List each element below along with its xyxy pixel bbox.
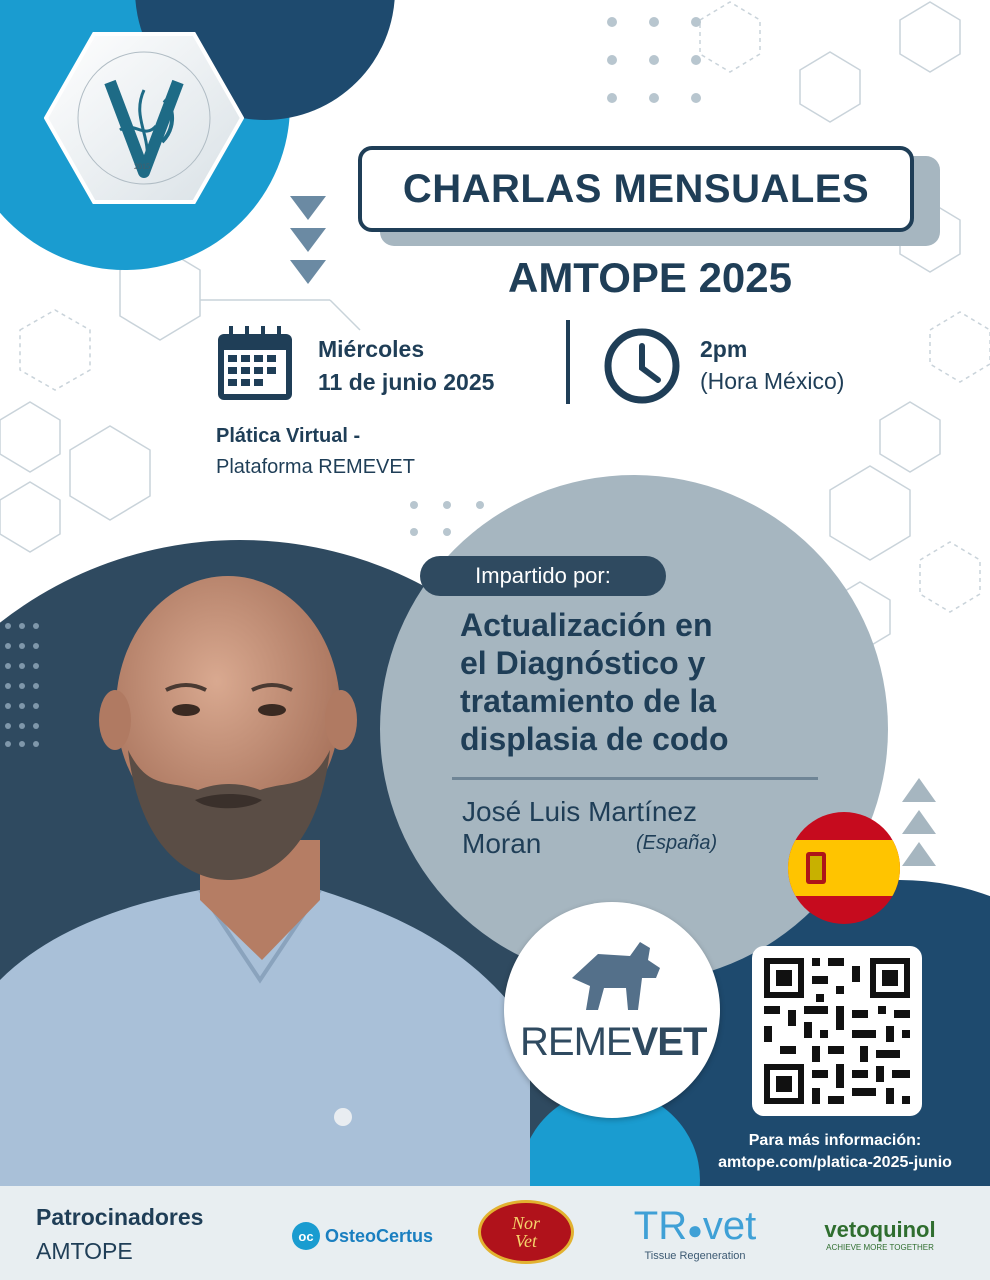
- more-info-label: Para más información:: [748, 1132, 922, 1149]
- presented-by-pill: Impartido por:: [420, 556, 666, 596]
- vetoquinol-sub: ACHIEVE MORE TOGETHER: [826, 1242, 934, 1252]
- remevet-vet: VET: [631, 1020, 707, 1064]
- osteocertus-icon: [291, 1221, 321, 1251]
- norvet-top: Nor: [511, 1213, 540, 1233]
- osteocertus-text: OsteoCertus: [324, 1225, 434, 1246]
- speaker-name-line-2: Moran: [462, 828, 542, 859]
- remevet-wordmark: [520, 1020, 706, 1065]
- sponsor-vetoquinol[interactable]: [810, 1206, 950, 1262]
- clock-icon: [602, 326, 682, 406]
- trivet-wordmark: [634, 1206, 756, 1250]
- page-subtitle: AMTOPE 2025: [507, 254, 792, 301]
- sponsors-footer: [0, 1186, 990, 1280]
- event-mode: Plática Virtual -: [216, 425, 361, 447]
- page-title: CHARLAS MENSUALES: [402, 166, 870, 211]
- qr-code[interactable]: [752, 946, 922, 1116]
- trivet-b: vet: [702, 1204, 757, 1248]
- divider: [566, 320, 570, 404]
- calendar-icon: [215, 322, 295, 404]
- event-time: 2pm: [700, 336, 748, 362]
- norvet-bottom: Vet: [515, 1231, 537, 1251]
- event-timezone: (Hora México): [700, 368, 845, 394]
- sponsor-trivet[interactable]: [610, 1206, 780, 1262]
- speaker-name-line-1: José Luis Martínez: [462, 796, 697, 827]
- talk-title-line-1: Actualización en: [460, 607, 713, 643]
- amtope-logo: [44, 30, 244, 206]
- talk-title: [460, 606, 820, 758]
- logo-year: 2015: [134, 162, 150, 171]
- talk-title-line-2: el Diagnóstico y: [460, 645, 706, 681]
- sponsor-norvet[interactable]: [478, 1200, 574, 1264]
- dog-cat-icon: ●: [687, 1215, 703, 1245]
- triangle-arrows-icon: [288, 194, 328, 288]
- speaker-photo: [0, 560, 530, 1186]
- more-info-url[interactable]: amtope.com/platica-2025-junio: [718, 1154, 952, 1171]
- talk-title-line-3: tratamiento de la: [460, 683, 717, 719]
- trivet-sub: Tissue Regeneration: [644, 1250, 746, 1262]
- sponsor-osteocertus[interactable]: [282, 1216, 442, 1256]
- dog-icon: [568, 938, 664, 1018]
- sponsors-label-1: Patrocinadores: [36, 1204, 204, 1230]
- more-info: [700, 1130, 970, 1174]
- triangle-arrows-up-icon: [900, 774, 938, 868]
- event-platform: Plataforma REMEVET: [216, 456, 415, 478]
- speaker-country: (España): [636, 832, 718, 854]
- trivet-a: TR: [633, 1204, 688, 1248]
- sponsors-label-2: AMTOPE: [36, 1238, 133, 1264]
- remevet-reme: REME: [520, 1020, 632, 1064]
- qr-code-icon: [752, 946, 922, 1116]
- event-day: Miércoles: [318, 336, 425, 362]
- vetoquinol-text: vetoquinol: [824, 1216, 936, 1242]
- event-date: 11 de junio 2025: [318, 369, 495, 395]
- title-underline: [452, 777, 818, 780]
- shirt-button: [334, 1108, 352, 1126]
- svg-text:oc: oc: [298, 1229, 314, 1244]
- talk-title-line-4: displasia de codo: [460, 721, 729, 757]
- spain-flag-icon: [788, 812, 900, 924]
